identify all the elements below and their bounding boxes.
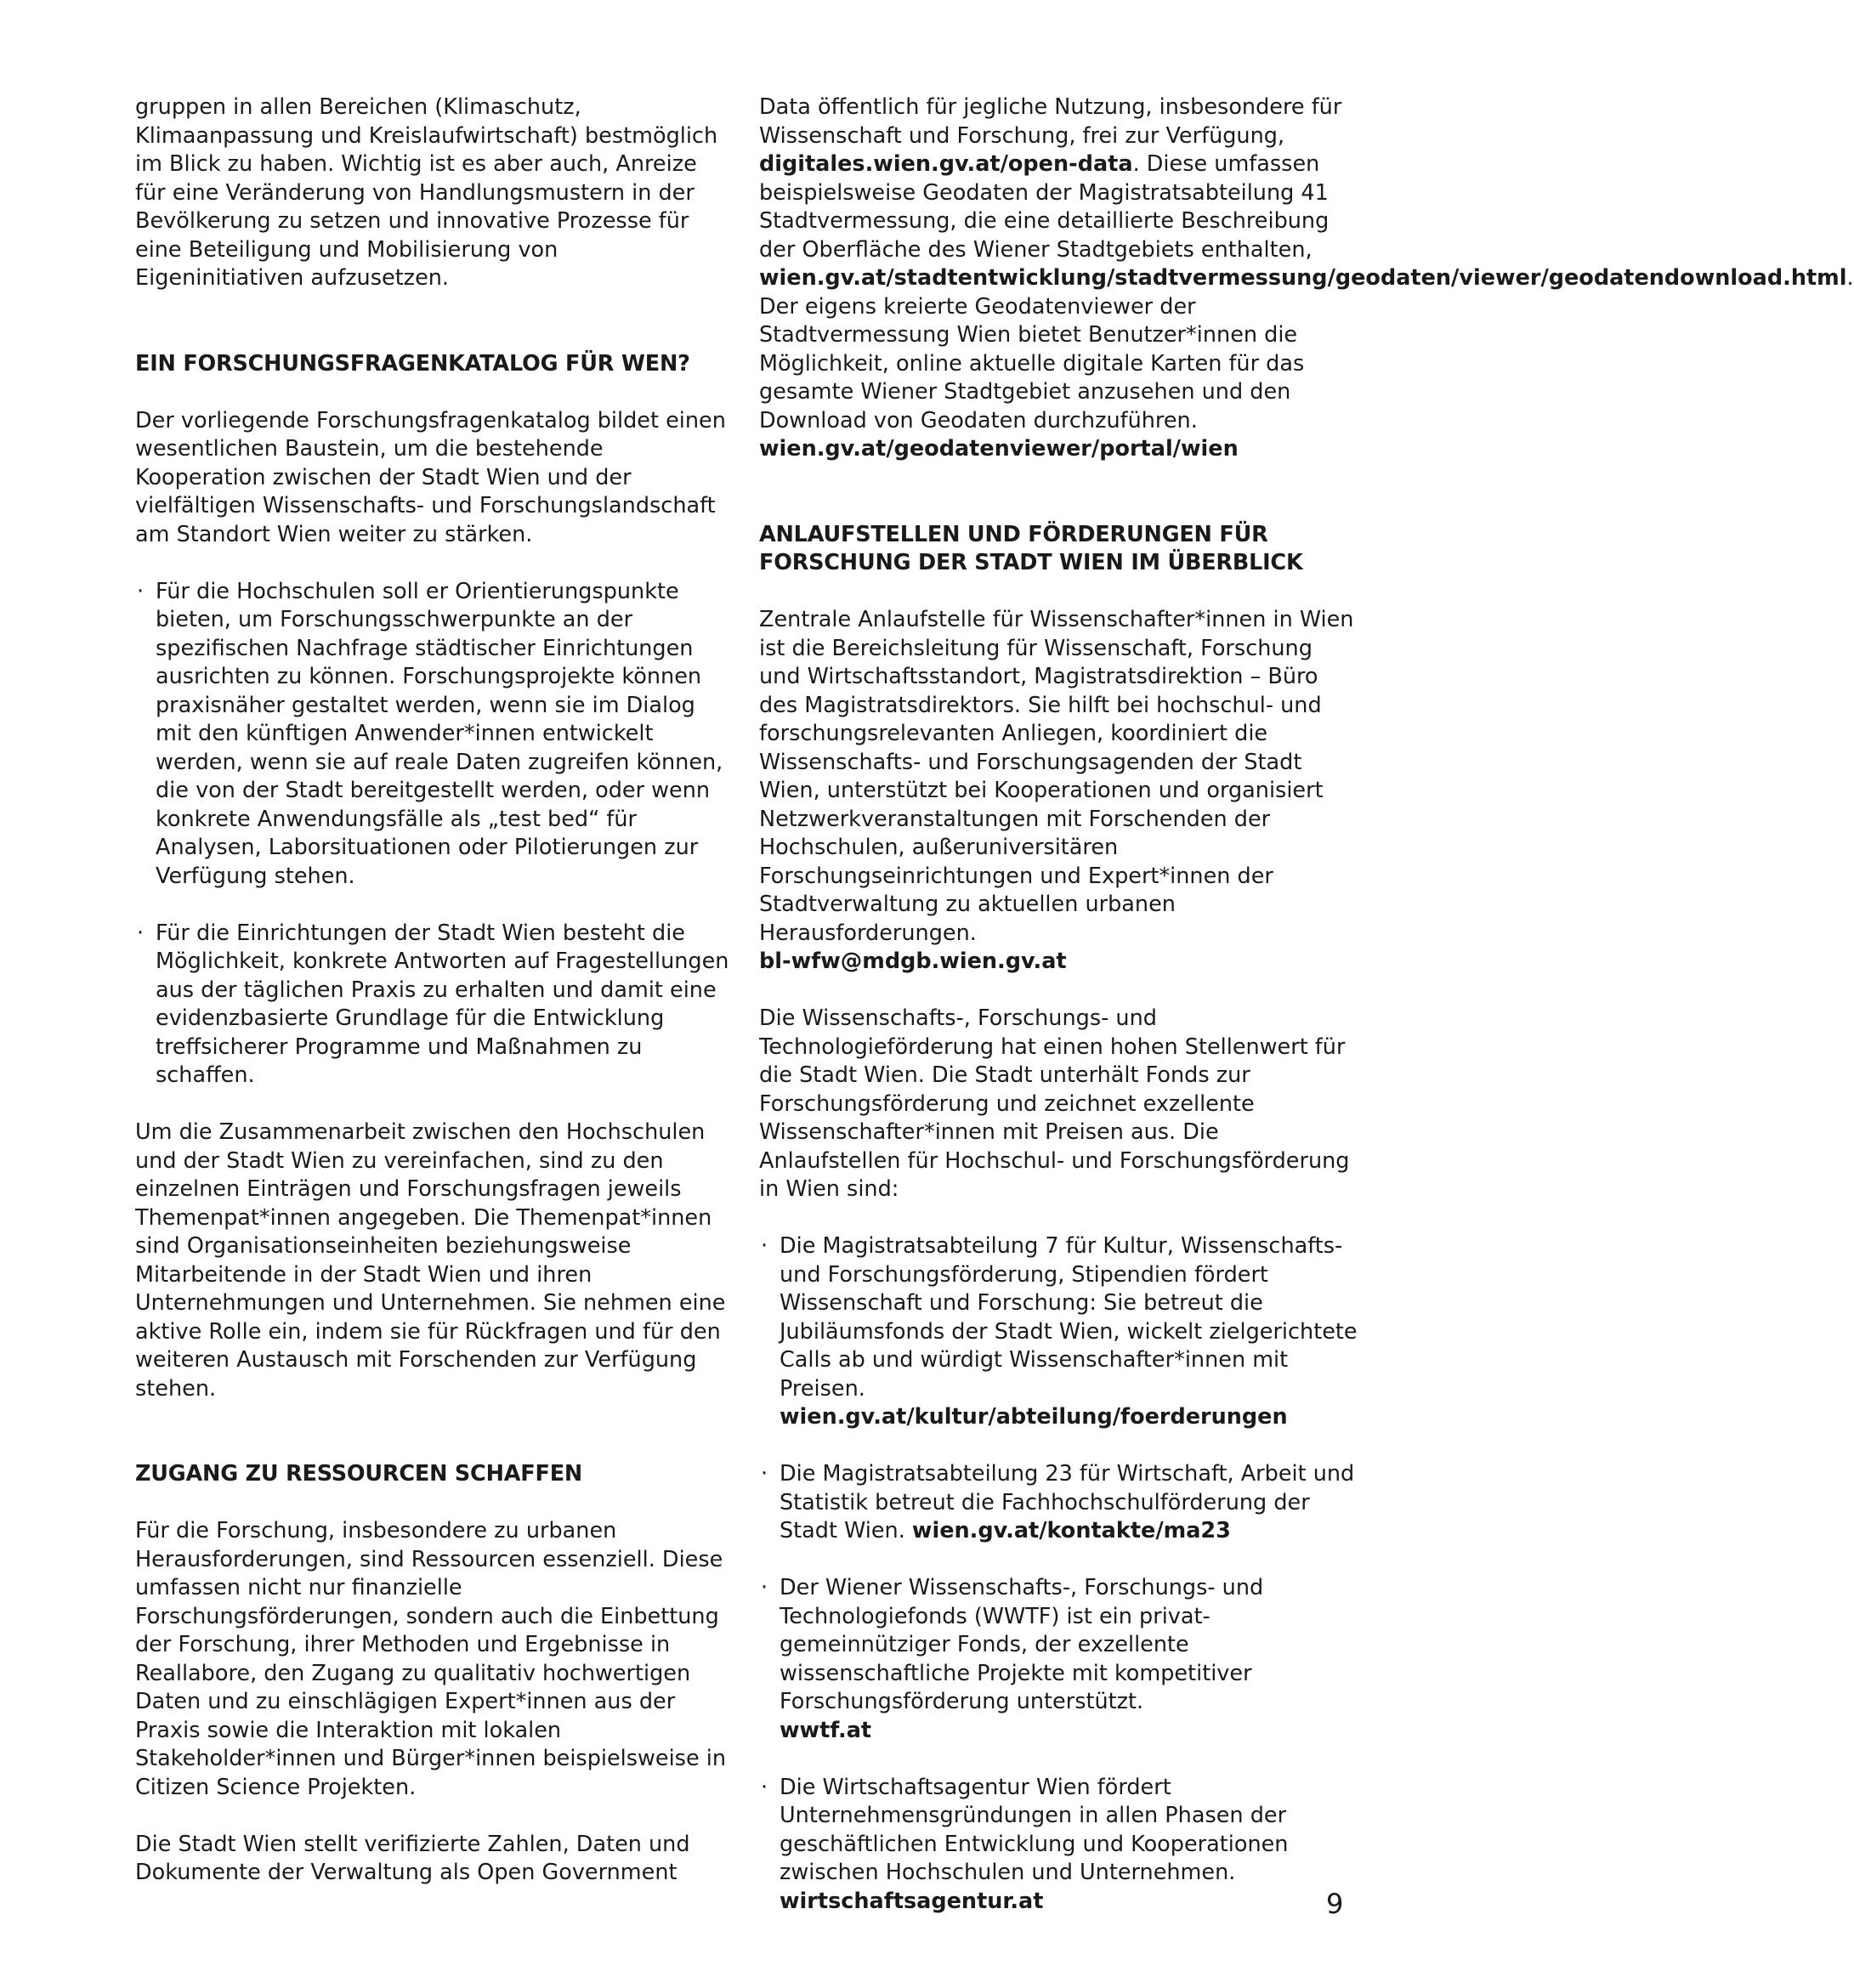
geodata-download-link[interactable]: wien.gv.at/stadtentwicklung/stadtvermessung/geodaten/viewer/geodatendownload.html <box>759 265 1847 291</box>
wwtf-link[interactable]: wwtf.at <box>780 1717 872 1743</box>
bullet-icon: · <box>761 1774 768 1800</box>
bullet-icon: · <box>761 1575 768 1600</box>
funding-intro-paragraph: Die Wissenschafts-, Forschungs- und Technologieförderung hat einen hohen Stellenwert für die Stadt Wien. Die Stadt unterhält Fonds zur Forschungsförderung und zeichnet exzellente Wissenschafter*innen mit Preisen aus. Die Anlaufstellen für Hochschul- und Forschungsförderung in Wien sind: <box>759 1005 1350 1202</box>
ma7-link[interactable]: wien.gv.at/kultur/abteilung/foerderungen <box>780 1404 1288 1430</box>
resources-paragraph: Für die Forschung, insbesondere zu urbanen Herausforderungen, sind Ressourcen essenziell. Diese umfassen nicht nur finanzielle Forschungsförderungen, sondern auch die Einbettung der Forschung, ihrer Methoden und Ergebnisse in Reallabore, den Zugang zu qualitativ hochwertigen Daten und zu einschlägigen Expert*innen aus der Praxis sowie die Interaktion mit lokalen Stakeholder*innen und Bürger*innen beispielsweise in Citizen Science Projekten. <box>135 1518 726 1800</box>
list-item: · Der Wiener Wissenschafts-, Forschungs- und Technologiefonds (WWTF) ist ein privat-gemeinnütziger Fonds, der exzellente wissenschaftliche Projekte mit kompetitiver Forschungsförderung unterstützt. wwtf.at <box>761 1575 1264 1743</box>
list-item <box>135 920 730 1090</box>
bullet-icon: · <box>137 578 145 604</box>
list-item: · Die Magistratsabteilung 7 für Kultur, Wissenschafts- und Forschungsförderung, Stipendien fördert Wissenschaft und Forschung: Sie betreut die Jubiläumsfonds der Stadt Wien, wickelt zielgerichtete Calls ab und würdigt Wissenschafter*innen mit Preisen. wien.gv.at/kultur/abteilung/foerderungen <box>761 1233 1358 1430</box>
list-item: · Die Wirtschaftsagentur Wien fördert Unternehmensgründungen in allen Phasen der geschäftlichen Entwicklung und Kooperationen zwischen Hochschulen und Unternehmen. wirtschaftsagentur.at <box>761 1774 1289 1914</box>
bullet-icon: · <box>137 920 145 946</box>
open-data-paragraph-start: Die Stadt Wien stellt verifizierte Zahlen, Daten und Dokumente der Verwaltung als Open Government <box>135 1831 690 1885</box>
list-item <box>135 578 730 892</box>
open-data-paragraph: Data öffentlich für jegliche Nutzung, insbesondere für Wissenschaft und Forschung, frei zur Verfügung, digitales.wien.gv.at/open-data. Diese umfassen beispielsweise Geodaten der Magistratsabteilung 41 Stadtvermessung, die eine detaillierte Beschreibung der Oberfläche des Wiener Stadtgebiets enthalten, wien.gv.at/stadtentwicklung/stadtvermessung/geodaten/viewer/geodatendownload.html. Der eigens kreierte Geodatenviewer der Stadtvermessung Wien bietet Benutzer*innen die Möglichkeit, online aktuelle digitale Karten für das gesamte Wiener Stadtgebiet anzusehen und den Download von Geodaten durchzuführen. wien.gv.at/geodatenviewer/portal/wien <box>759 94 1854 462</box>
bullet-icon: · <box>761 1461 768 1487</box>
heading-ressourcen: ZUGANG ZU RESSOURCEN SCHAFFEN <box>135 1461 583 1487</box>
audience-list <box>135 578 730 1090</box>
right-column <box>759 93 1854 1945</box>
left-column <box>135 93 730 1916</box>
page-number: 9 <box>1326 1888 1344 1920</box>
heading-forschungsfragenkatalog: EIN FORSCHUNGSFRAGENKATALOG FÜR WEN? <box>135 350 690 377</box>
wirtschaftsagentur-link[interactable]: wirtschaftsagentur.at <box>780 1888 1044 1914</box>
intro-paragraph: gruppen in allen Bereichen (Klimaschutz, Klimaanpassung und Kreislaufwirtschaft) bestmöglich im Blick zu haben. Wichtig ist es aber auch, Anreize für eine Veränderung von Handlungsmustern in der Bevölkerung zu setzen und innovative Prozesse für eine Beteiligung und Mobilisierung von Eigeninitiativen aufzusetzen. <box>135 94 718 291</box>
list-item-text: Für die Hochschulen soll er Orientierungspunkte bieten, um Forschungsschwerpunkte an der spezifischen Nachfrage städtischer Einrichtungen ausrichten zu können. Forschungsprojekte können praxisnäher gestaltet werden, wenn sie im Dialog mit den künftigen Anwender*innen entwickelt werden, wenn sie auf reale Daten zugreifen können, die von der Stadt bereitgestellt werden, oder wenn konkrete Anwendungsfälle als „test bed“ für Analysen, Laborsituationen oder Pilotierungen zur Verfügung stehen. <box>156 578 723 889</box>
bullet-icon: · <box>761 1233 768 1259</box>
themenpaten-paragraph: Um die Zusammenarbeit zwischen den Hochschulen und der Stadt Wien zu vereinfachen, sind zu den einzelnen Einträgen und Forschungsfragen jeweils Themenpat*innen angegeben. Die Themenpat*innen sind Organisationseinheiten beziehungsweise Mitarbeitende in der Stadt Wien und ihren Unternehmungen und Unternehmen. Sie nehmen eine aktive Rolle ein, indem sie für Rückfragen und für den weiteren Austausch mit Forschenden zur Verfügung stehen. <box>135 1119 726 1402</box>
contact-email-link[interactable]: bl-wfw@mdgb.wien.gv.at <box>759 949 1067 974</box>
funding-list <box>759 1232 1359 1916</box>
geodatenviewer-link[interactable]: wien.gv.at/geodatenviewer/portal/wien <box>759 436 1239 462</box>
ma23-link[interactable]: wien.gv.at/kontakte/ma23 <box>911 1518 1231 1543</box>
open-data-link[interactable]: digitales.wien.gv.at/open-data <box>759 151 1133 177</box>
list-item-text: Für die Einrichtungen der Stadt Wien besteht die Möglichkeit, konkrete Antworten auf Fragestellungen aus der täglichen Praxis zu erhalten und damit eine evidenzbasierte Grundlage für die Entwicklung treffsicherer Programme und Maßnahmen zu schaffen. <box>156 920 729 1088</box>
list-item: · Die Magistratsabteilung 23 für Wirtschaft, Arbeit und Statistik betreut die Fachhochschulförderung der Stadt Wien. wien.gv.at/kontakte/ma23 <box>761 1461 1355 1543</box>
contact-paragraph: Zentrale Anlaufstelle für Wissenschafter*innen in Wien ist die Bereichsleitung für Wissenschaft, Forschung und Wirtschaftsstandort, Magistratsdirektion – Büro des Magistratsdirektors. Sie hilft bei hochschul- und forschungsrelevanten Anliegen, koordiniert die Wissenschafts- und Forschungsagenden der Stadt Wien, unterstützt bei Kooperationen und organisiert Netzwerkveranstaltungen mit Forschenden der Hochschulen, außeruniversitären Forschungseinrichtungen und Expert*innen der Stadtverwaltung zu aktuellen urbanen Herausforderungen. bl-wfw@mdgb.wien.gv.at <box>759 607 1354 974</box>
catalog-paragraph: Der vorliegende Forschungsfragenkatalog bildet einen wesentlichen Baustein, um die bestehende Kooperation zwischen der Stadt Wien und der vielfältigen Wissenschafts- und Forschungslandschaft am Standort Wien weiter zu stärken. <box>135 407 726 547</box>
heading-anlaufstellen: ANLAUFSTELLEN UND FÖRDERUNGEN FÜR FORSCHUNG DER STADT WIEN IM ÜBERBLICK <box>759 521 1303 575</box>
